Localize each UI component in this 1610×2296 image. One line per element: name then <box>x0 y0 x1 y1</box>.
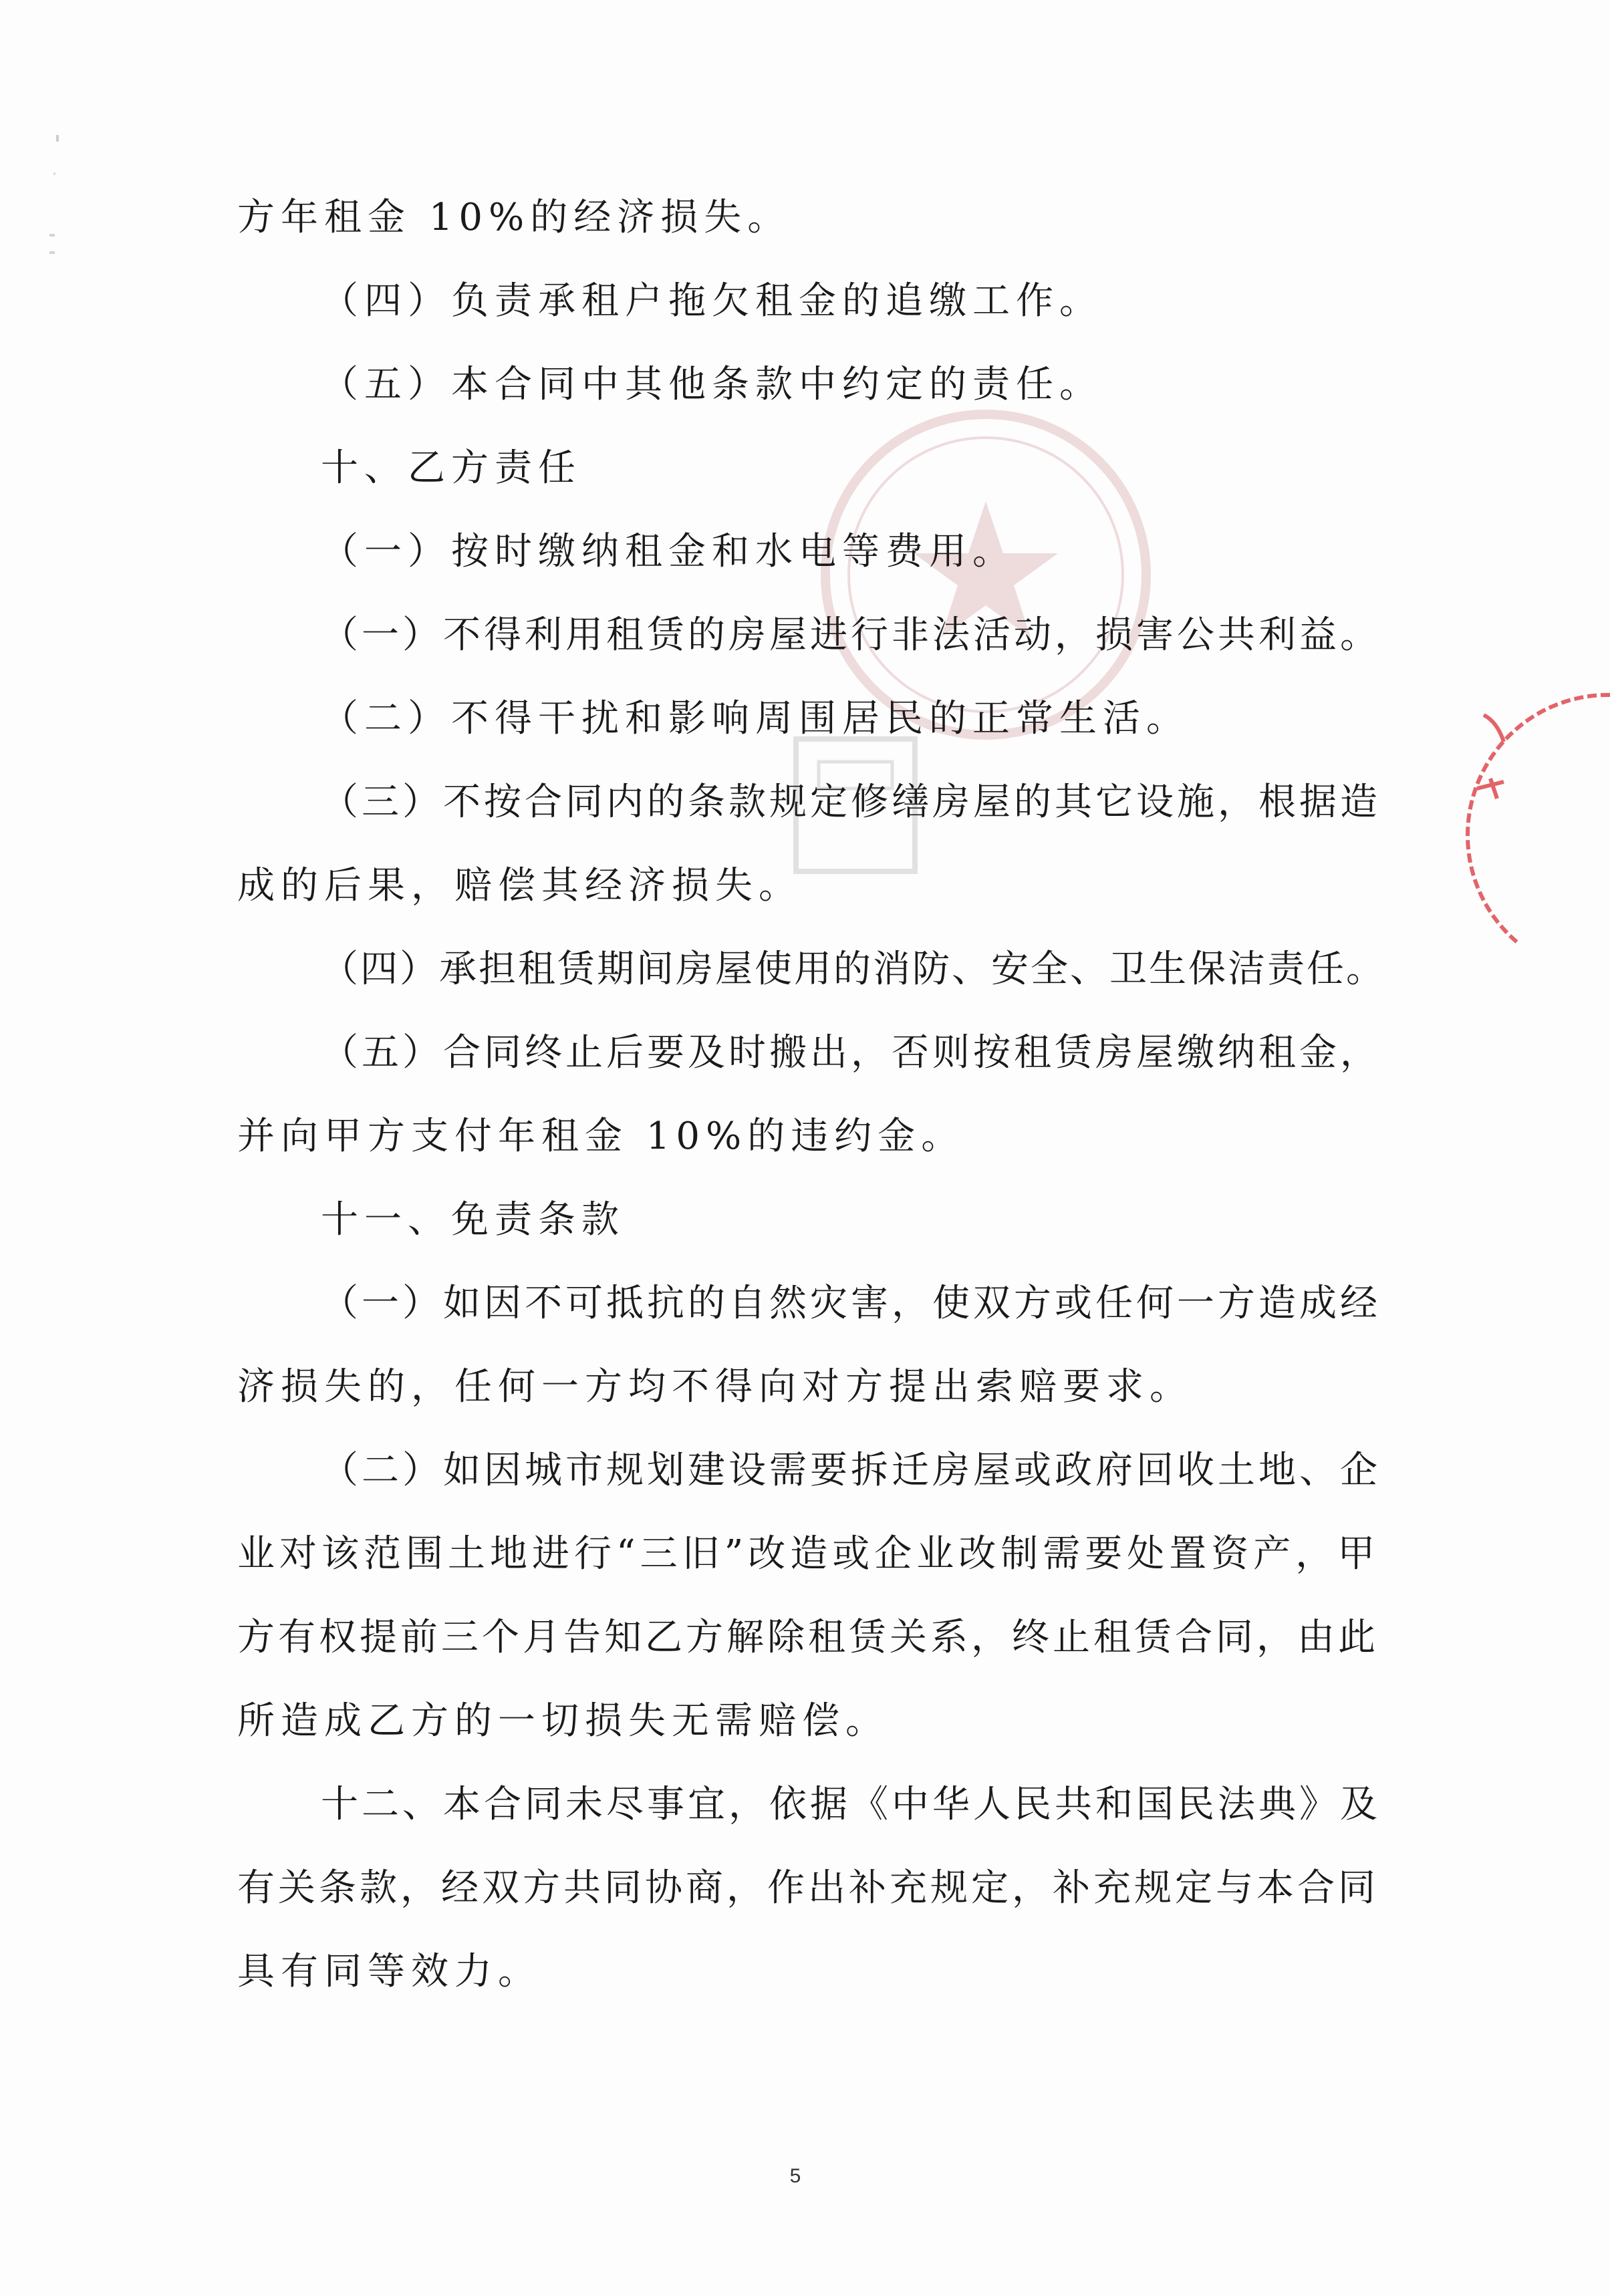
text-line: （二）如因城市规划建设需要拆迁房屋或政府回收土地、企 <box>321 1449 1381 1492</box>
text-line: （五）合同终止后要及时搬出，否则按租赁房屋缴纳租金， <box>321 1031 1381 1074</box>
text-line: （一）如因不可抵抗的自然灾害，使双方或任何一方造成经 <box>321 1282 1381 1325</box>
text-line: （五）本合同中其他条款中约定的责任。 <box>321 363 1103 406</box>
scan-marks-decoration <box>40 134 67 267</box>
text-line: 并向甲方支付年租金 10%的违约金。 <box>237 1115 965 1158</box>
text-line: （二）不得干扰和影响周围居民的正常生活。 <box>321 697 1190 740</box>
text-line: （一）按时缴纳租金和水电等费用。 <box>321 530 1016 573</box>
page-number: 5 <box>789 2165 801 2187</box>
text-line: （三）不按合同内的条款规定修缮房屋的其它设施，根据造 <box>321 780 1381 824</box>
text-line: 业对该范围土地进行“三旧”改造或企业改制需要处置资产，甲 <box>237 1532 1380 1576</box>
text-line: 有关条款，经双方共同协商，作出补充规定，补充规定与本合同 <box>237 1866 1379 1910</box>
section-heading: 十一、免责条款 <box>321 1198 625 1242</box>
text-line: （四）负责承租户拖欠租金的追缴工作。 <box>321 279 1103 323</box>
section-heading: 十二、本合同未尽事宜，依据《中华人民共和国民法典》及 <box>321 1783 1381 1826</box>
text-line: 具有同等效力。 <box>237 1950 541 1993</box>
text-line: 方年租金 10%的经济损失。 <box>237 196 791 239</box>
text-line: 方有权提前三个月告知乙方解除租赁关系，终止租赁合同，由此 <box>237 1616 1379 1659</box>
text-line: 济损失的，任何一方均不得向对方提出索赔要求。 <box>237 1365 1193 1409</box>
section-heading: 十、乙方责任 <box>321 446 581 490</box>
text-line: 所造成乙方的一切损失无需赔偿。 <box>237 1699 889 1743</box>
partial-seal-edge <box>1444 688 1610 969</box>
text-line: （一）不得利用租赁的房屋进行非法活动，损害公共利益。 <box>321 613 1381 657</box>
text-line: 成的后果，赔偿其经济损失。 <box>237 864 802 907</box>
text-line: （四）承担租赁期间房屋使用的消防、安全、卫生保洁责任。 <box>321 948 1385 991</box>
